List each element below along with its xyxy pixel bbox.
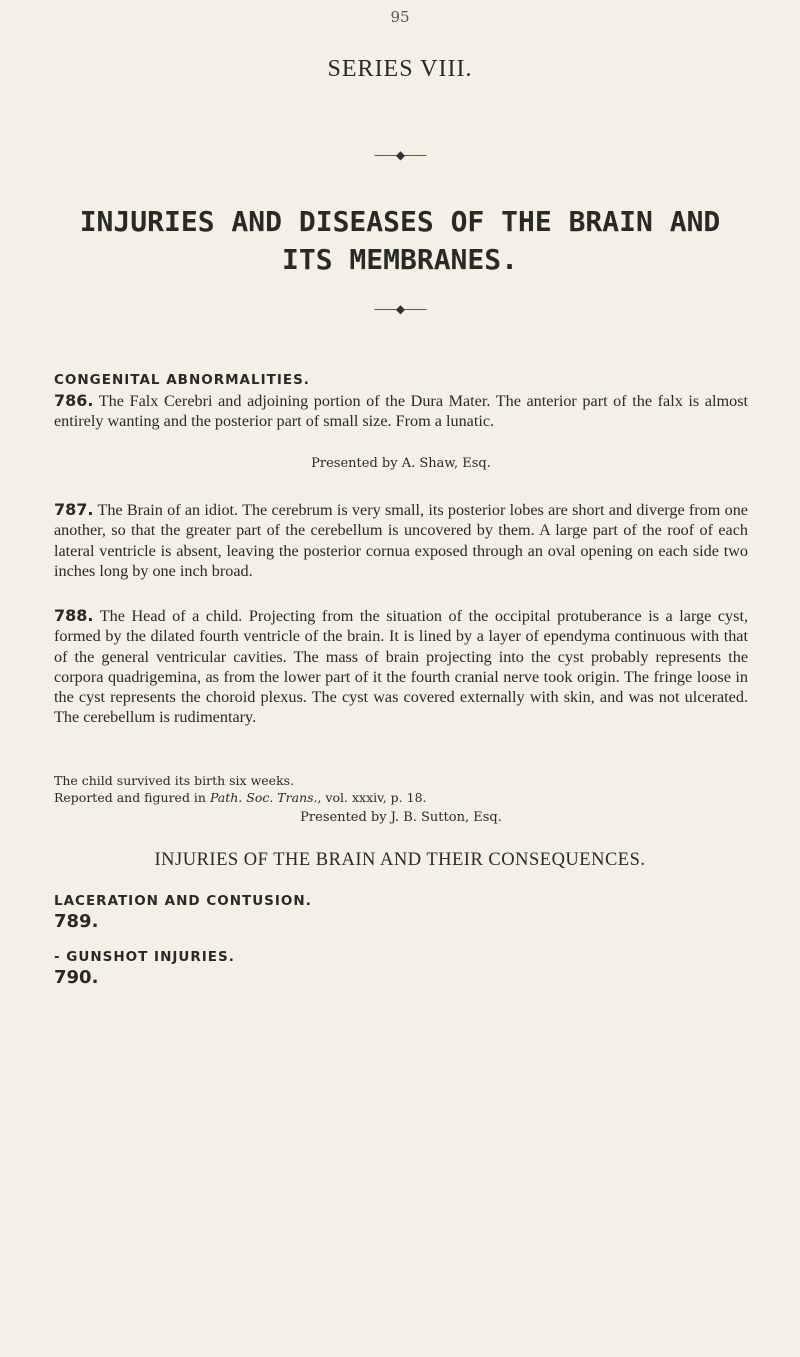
entry-787: [54, 500, 748, 581]
entry-note: [54, 772, 748, 806]
section-heading-laceration: LACERATION AND CONTUSION.: [54, 893, 312, 909]
ornament-divider: ——◆——: [373, 148, 427, 162]
note-reference: [54, 789, 748, 806]
entry-number: 788.: [54, 606, 94, 625]
presented-by: Presented by A. Shaw, Esq.: [311, 456, 491, 471]
entry-text: The Falx Cerebri and adjoining portion of the Dura Mater. The anterior part of the falx is almost entirely wanting and the posterior part of small size. From a lunatic.: [54, 392, 748, 431]
main-title-line-1: INJURIES AND DISEASES OF THE BRAIN AND: [79, 205, 721, 238]
series-title: SERIES VIII.: [327, 56, 473, 82]
entry-number: 786.: [54, 391, 94, 410]
entry-text: The Head of a child. Projecting from the situation of the occipital protuberance is a large cyst, formed by the dilated fourth ventricle of the brain. It is lined by a layer of ependyma continuous with that of the general ventricular cavities. The mass of brain projecting into the cyst probably represents the corpora quadrigemina, as from the lower part of it the fourth cranial nerve took origin. The fringe loose in the cyst represents the choroid plexus. The cyst was covered externally with skin, and was not ulcerated. The cerebellum is rudimentary.: [54, 607, 748, 727]
page-number: 95: [390, 8, 410, 26]
entry-number-789: 789.: [54, 911, 99, 932]
section-title-injuries: INJURIES OF THE BRAIN AND THEIR CONSEQUENCES.: [154, 850, 646, 870]
entry-786: [54, 391, 748, 432]
main-title: [0, 203, 800, 279]
entry-number-790: 790.: [54, 967, 99, 988]
entry-788: [54, 606, 748, 728]
ornament-divider: ——◆——: [373, 302, 427, 316]
note-survival: The child survived its birth six weeks.: [54, 773, 295, 788]
section-heading-gunshot: - GUNSHOT INJURIES.: [54, 949, 235, 965]
note-reference-suffix: , vol. xxxiv, p. 18.: [317, 790, 427, 805]
presented-by: Presented by J. B. Sutton, Esq.: [300, 810, 502, 825]
note-reference-journal: Path. Soc. Trans.: [209, 790, 318, 805]
note-reference-prefix: Reported and figured in: [54, 790, 210, 805]
section-heading-congenital: CONGENITAL ABNORMALITIES.: [54, 372, 310, 388]
entry-text: The Brain of an idiot. The cerebrum is very small, its posterior lobes are short and diverge from one another, so that the greater part of the cerebellum is uncovered by them. A large part of the roof of each lateral ventricle is absent, leaving the posterior cornua exposed through an oval opening on each side two inches long by one inch broad.: [54, 501, 748, 580]
main-title-line-2: ITS MEMBRANES.: [281, 243, 518, 276]
entry-number: 787.: [54, 500, 94, 519]
